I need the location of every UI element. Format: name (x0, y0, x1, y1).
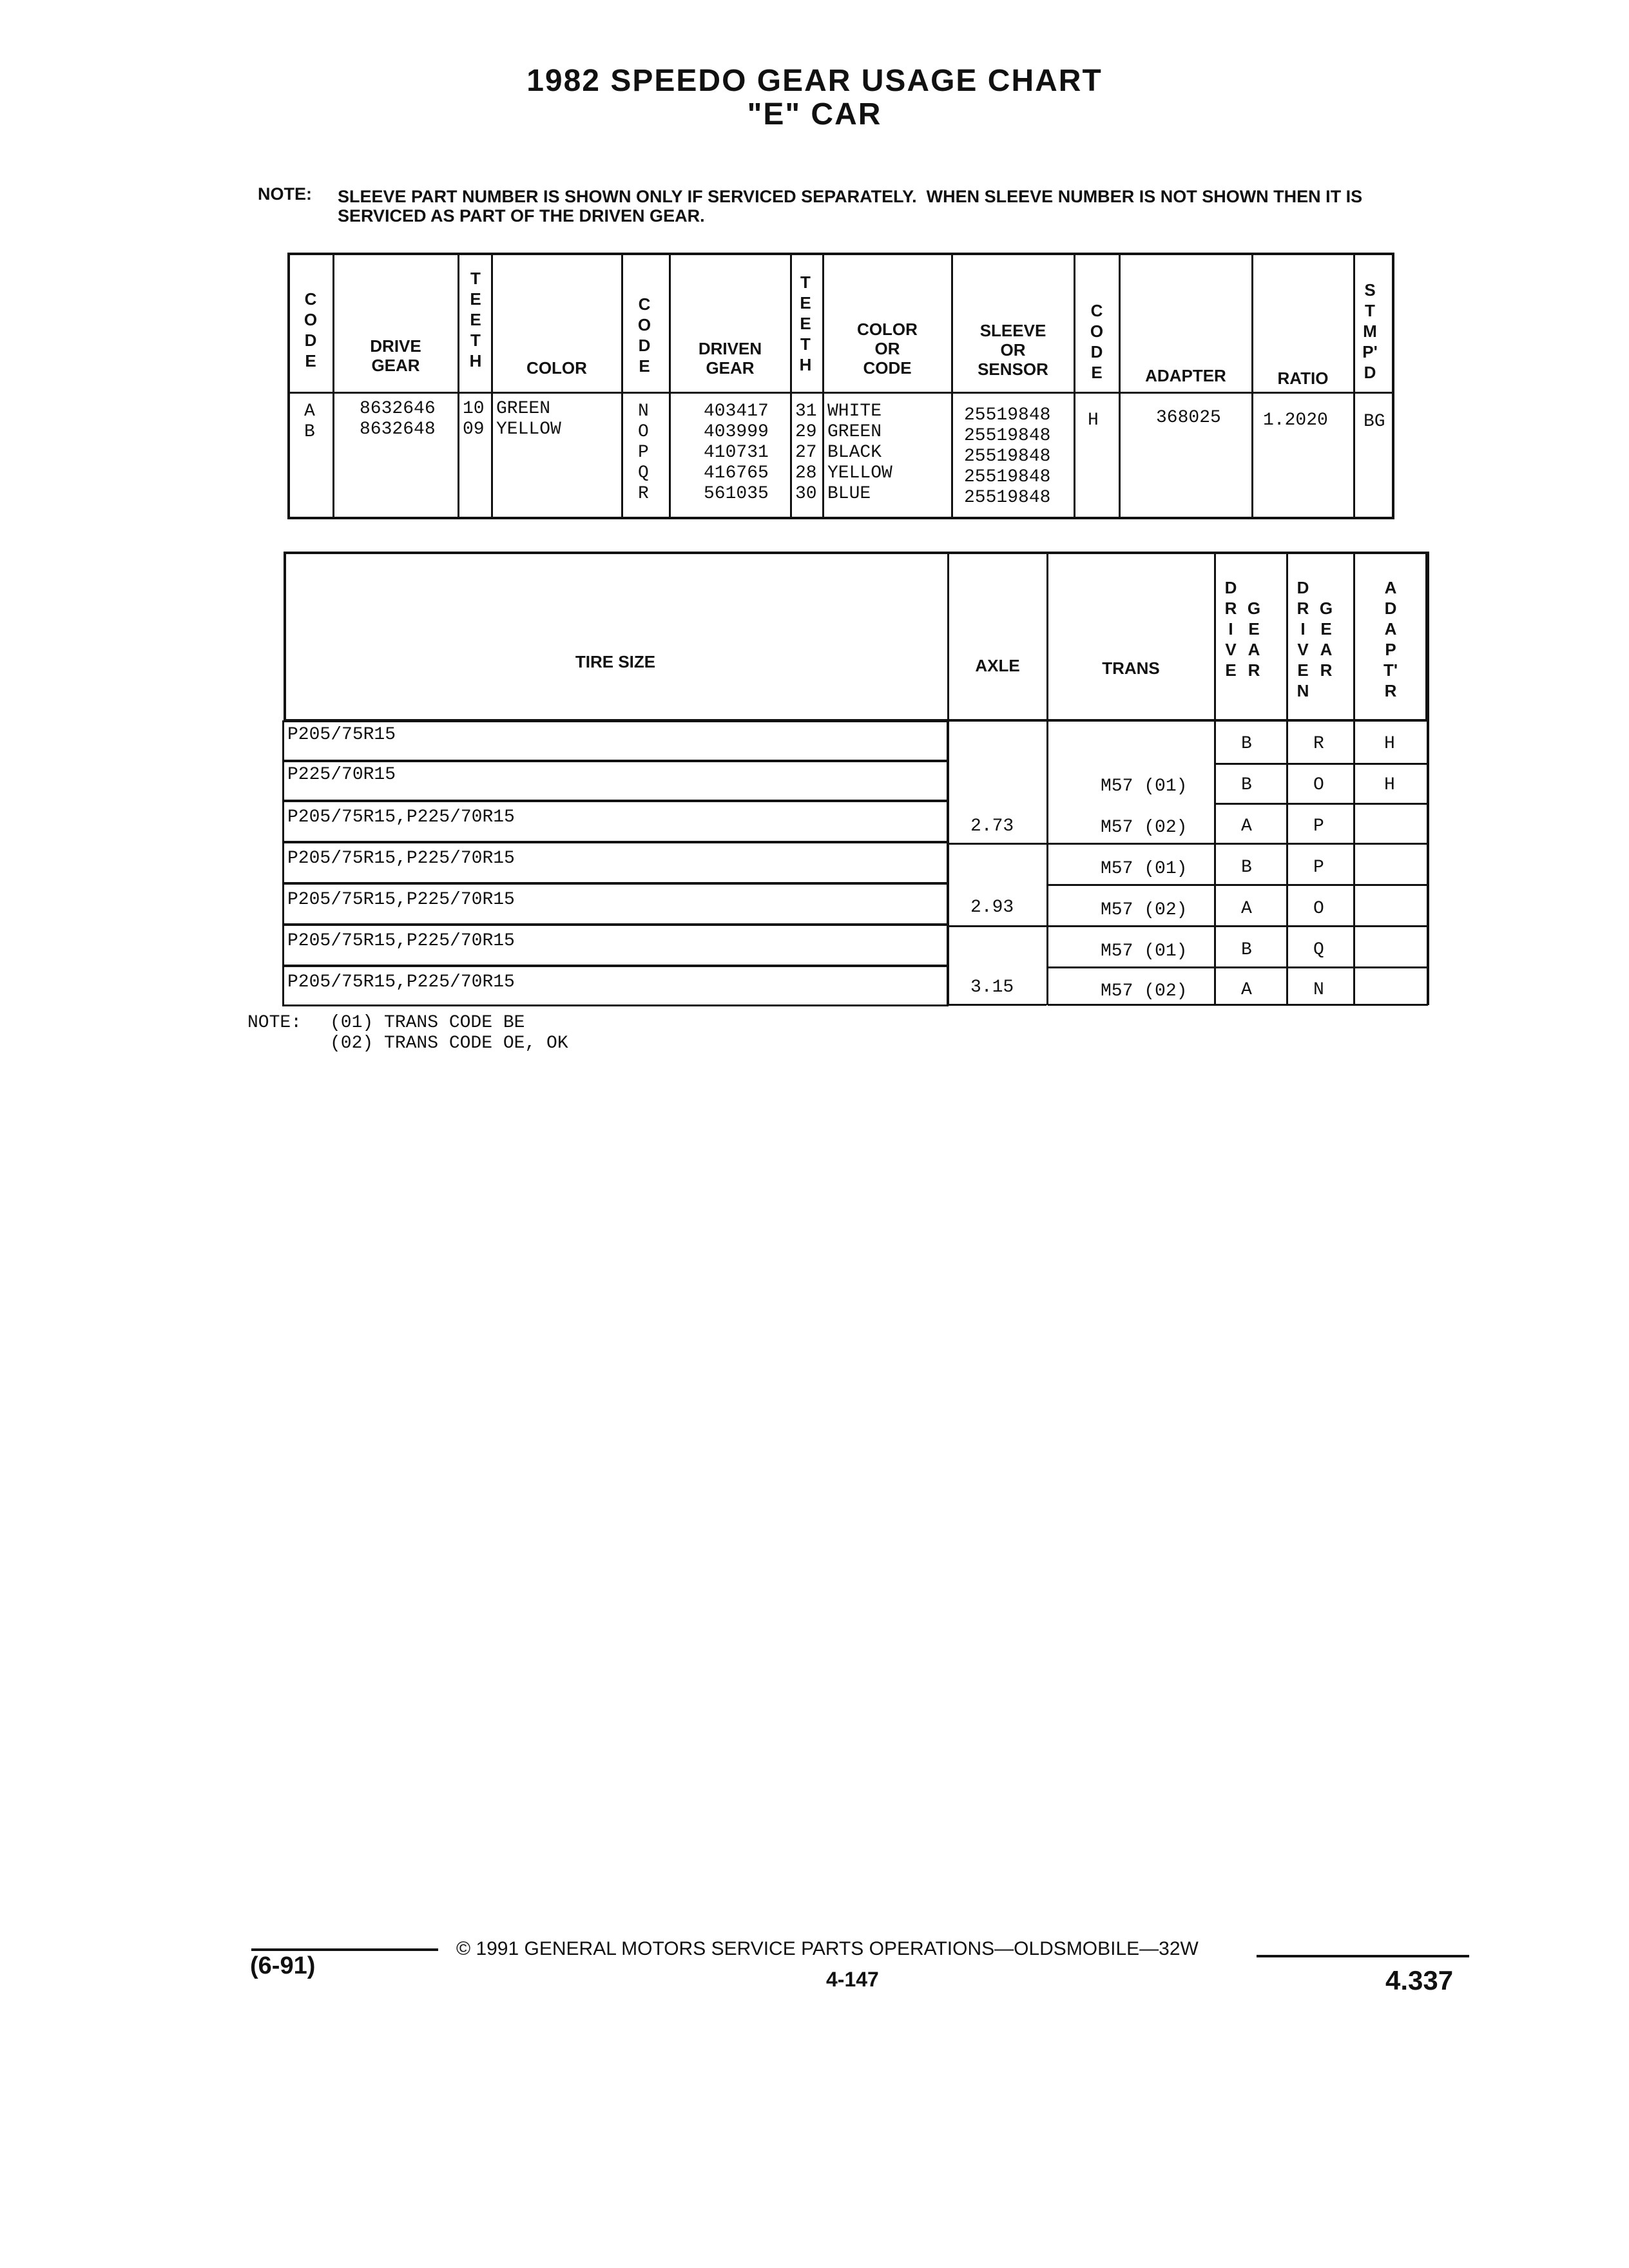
header-adapter: A D A P T' R (1383, 578, 1398, 700)
drive-gear-code: B (1241, 734, 1252, 754)
driven-gear-code: P (1313, 816, 1324, 836)
divider (1214, 552, 1216, 1005)
divider (949, 843, 1046, 845)
drive-gear-code: A (1241, 980, 1252, 1000)
tire-size-table (282, 552, 1428, 1015)
divider (1048, 884, 1214, 886)
driven-code: R (638, 484, 649, 504)
header-axle: AXLE (975, 656, 1020, 675)
divider (1214, 966, 1428, 968)
divider (949, 925, 1046, 927)
axle-ratio: 3.15 (970, 977, 1014, 997)
driven-code: N (638, 401, 649, 421)
header-code-1: C O D E (304, 289, 318, 370)
drive-color-a: GREEN (496, 399, 551, 419)
drive-teeth-a: 10 (463, 399, 485, 419)
footer-page-center: 4-147 (826, 1968, 879, 1991)
driven-gear: 416765 (704, 463, 769, 483)
divider (1046, 552, 1048, 1005)
driven-teeth: 28 (795, 463, 817, 483)
divider (1214, 763, 1428, 765)
header-drive-gear: DRIVE GEAR (370, 336, 421, 375)
header-drive-gear: D R I V E (1224, 578, 1237, 680)
driven-gear: 403417 (704, 401, 769, 421)
divider (1214, 803, 1428, 805)
driven-gear: 403999 (704, 422, 769, 442)
footer-page-right: 4.337 (1385, 1965, 1454, 1995)
note-text-line2: SERVICED AS PART OF THE DRIVEN GEAR. (338, 206, 705, 226)
header-code-3: C O D E (1090, 301, 1104, 382)
note-text-line1: SLEEVE PART NUMBER IS SHOWN ONLY IF SERVICED SEPARATELY. WHEN SLEEVE NUMBER IS NOT SHOWN THEN IT IS (338, 187, 1363, 206)
divider (1119, 255, 1121, 517)
divider (1427, 552, 1429, 1005)
driven-color: YELLOW (827, 463, 892, 483)
divider (669, 255, 671, 517)
driven-color: BLACK (827, 443, 882, 463)
header-driven-gear-2: G E A R (1319, 599, 1333, 680)
header-teeth-1: T E E T H (469, 269, 482, 370)
drive-gear-code: B (1241, 858, 1252, 878)
sleeve-number: 25519848 (964, 467, 1051, 487)
header-code-2: C O D E (637, 294, 651, 376)
header-drive-gear-2: G E A R (1247, 599, 1261, 680)
header-trans: TRANS (1102, 658, 1160, 678)
divider (1353, 255, 1355, 517)
divider (1214, 1004, 1428, 1006)
sleeve-number: 25519848 (964, 426, 1051, 446)
header-teeth-2: T E E T H (799, 273, 812, 374)
driven-code: O (638, 422, 649, 442)
driven-teeth: 30 (795, 484, 817, 504)
driven-gear-code: R (1313, 734, 1324, 754)
drive-code-a: A (304, 401, 315, 421)
drive-gear-code: A (1241, 816, 1252, 836)
page-subtitle: "E" CAR (747, 97, 882, 131)
drive-gear-b: 8632648 (360, 419, 436, 439)
tire-size: P205/75R15,P225/70R15 (287, 807, 515, 827)
drive-gear-a: 8632646 (360, 399, 436, 419)
divider (458, 255, 459, 517)
divider (951, 255, 953, 517)
adapter-code: H (1384, 775, 1395, 795)
divider (333, 255, 334, 517)
note-label: NOTE: (258, 184, 312, 204)
copyright-line: © 1991 GENERAL MOTORS SERVICE PARTS OPERATIONS—OLDSMOBILE—32W (456, 1938, 1199, 1959)
driven-color: BLUE (827, 484, 871, 504)
divider (1214, 843, 1428, 845)
drive-gear-code: B (1241, 940, 1252, 960)
drive-teeth-b: 09 (463, 419, 485, 439)
drive-color-b: YELLOW (496, 419, 561, 439)
divider (949, 1004, 1046, 1006)
tire-size: P205/75R15,P225/70R15 (287, 849, 515, 869)
header-separator (290, 392, 1392, 394)
drive-code-b: B (304, 422, 315, 442)
tire-size: P205/75R15,P225/70R15 (287, 890, 515, 910)
driven-teeth: 27 (795, 443, 817, 463)
trans-code: M57 (01) (1101, 941, 1188, 961)
trans-code: M57 (02) (1101, 818, 1188, 838)
axle-ratio: 2.73 (970, 816, 1014, 836)
adapter-code: H (1384, 734, 1395, 754)
header-color: COLOR (526, 358, 587, 378)
divider (790, 255, 792, 517)
note2-label: NOTE: (247, 1013, 302, 1033)
driven-gear-code: O (1313, 899, 1324, 919)
divider (1074, 255, 1075, 517)
divider (1214, 925, 1428, 927)
trans-code: M57 (01) (1101, 776, 1188, 796)
divider (1048, 843, 1214, 845)
driven-color: WHITE (827, 401, 882, 421)
header-stmpd: S T M P' D (1362, 280, 1378, 382)
header-driven-gear: D R I V E N (1296, 578, 1309, 700)
driven-teeth: 29 (795, 422, 817, 442)
divider (1048, 925, 1214, 927)
driven-gear-code: N (1313, 980, 1324, 1000)
driven-gear: 561035 (704, 484, 769, 504)
footer-rule-right (1257, 1955, 1469, 1957)
ratio-value: 1.2020 (1263, 410, 1328, 430)
footer-date: (6-91) (250, 1952, 316, 1979)
footer-rule-left (251, 1948, 438, 1951)
header-color-or-code: COLOR OR CODE (857, 320, 918, 378)
trans-code: M57 (02) (1101, 900, 1188, 920)
tire-size: P205/75R15 (287, 725, 396, 745)
divider (822, 255, 824, 517)
header-driven-gear: DRIVEN GEAR (698, 339, 762, 378)
tire-size: P205/75R15,P225/70R15 (287, 972, 515, 992)
driven-gear-code: Q (1313, 940, 1324, 960)
page-title: 1982 SPEEDO GEAR USAGE CHART (526, 64, 1103, 98)
header-adapter: ADAPTER (1145, 366, 1226, 385)
drive-gear-code: B (1241, 775, 1252, 795)
speedo-gear-table (287, 253, 1394, 519)
divider (1048, 966, 1214, 968)
adapter-number: 368025 (1156, 408, 1221, 428)
driven-color: GREEN (827, 422, 882, 442)
driven-gear-code: O (1313, 775, 1324, 795)
divider (491, 255, 493, 517)
header-tire-size: TIRE SIZE (575, 652, 656, 671)
sleeve-number: 25519848 (964, 405, 1051, 425)
driven-gear-code: P (1313, 858, 1324, 878)
divider (1353, 552, 1355, 1005)
trans-code: M57 (02) (1101, 981, 1188, 1001)
divider (621, 255, 623, 517)
sleeve-number: 25519848 (964, 447, 1051, 466)
sleeve-number: 25519848 (964, 488, 1051, 508)
tire-size: P205/75R15,P225/70R15 (287, 931, 515, 951)
axle-ratio: 2.93 (970, 898, 1014, 918)
stmpd-value: BG (1364, 412, 1385, 432)
driven-code: Q (638, 463, 649, 483)
note2-line2: (02) TRANS CODE OE, OK (330, 1033, 568, 1053)
adapter-code: H (1088, 410, 1099, 430)
note2-line1: (01) TRANS CODE BE (330, 1013, 525, 1033)
header-ratio: RATIO (1277, 369, 1329, 388)
driven-teeth: 31 (795, 401, 817, 421)
drive-gear-code: A (1241, 899, 1252, 919)
divider (1048, 1004, 1214, 1006)
tire-size: P225/70R15 (287, 765, 396, 785)
divider (1286, 552, 1288, 1005)
divider (1214, 884, 1428, 886)
driven-code: P (638, 443, 649, 463)
header-sleeve-or-sensor: SLEEVE OR SENSOR (978, 321, 1048, 379)
trans-code: M57 (01) (1101, 859, 1188, 879)
driven-gear: 410731 (704, 443, 769, 463)
